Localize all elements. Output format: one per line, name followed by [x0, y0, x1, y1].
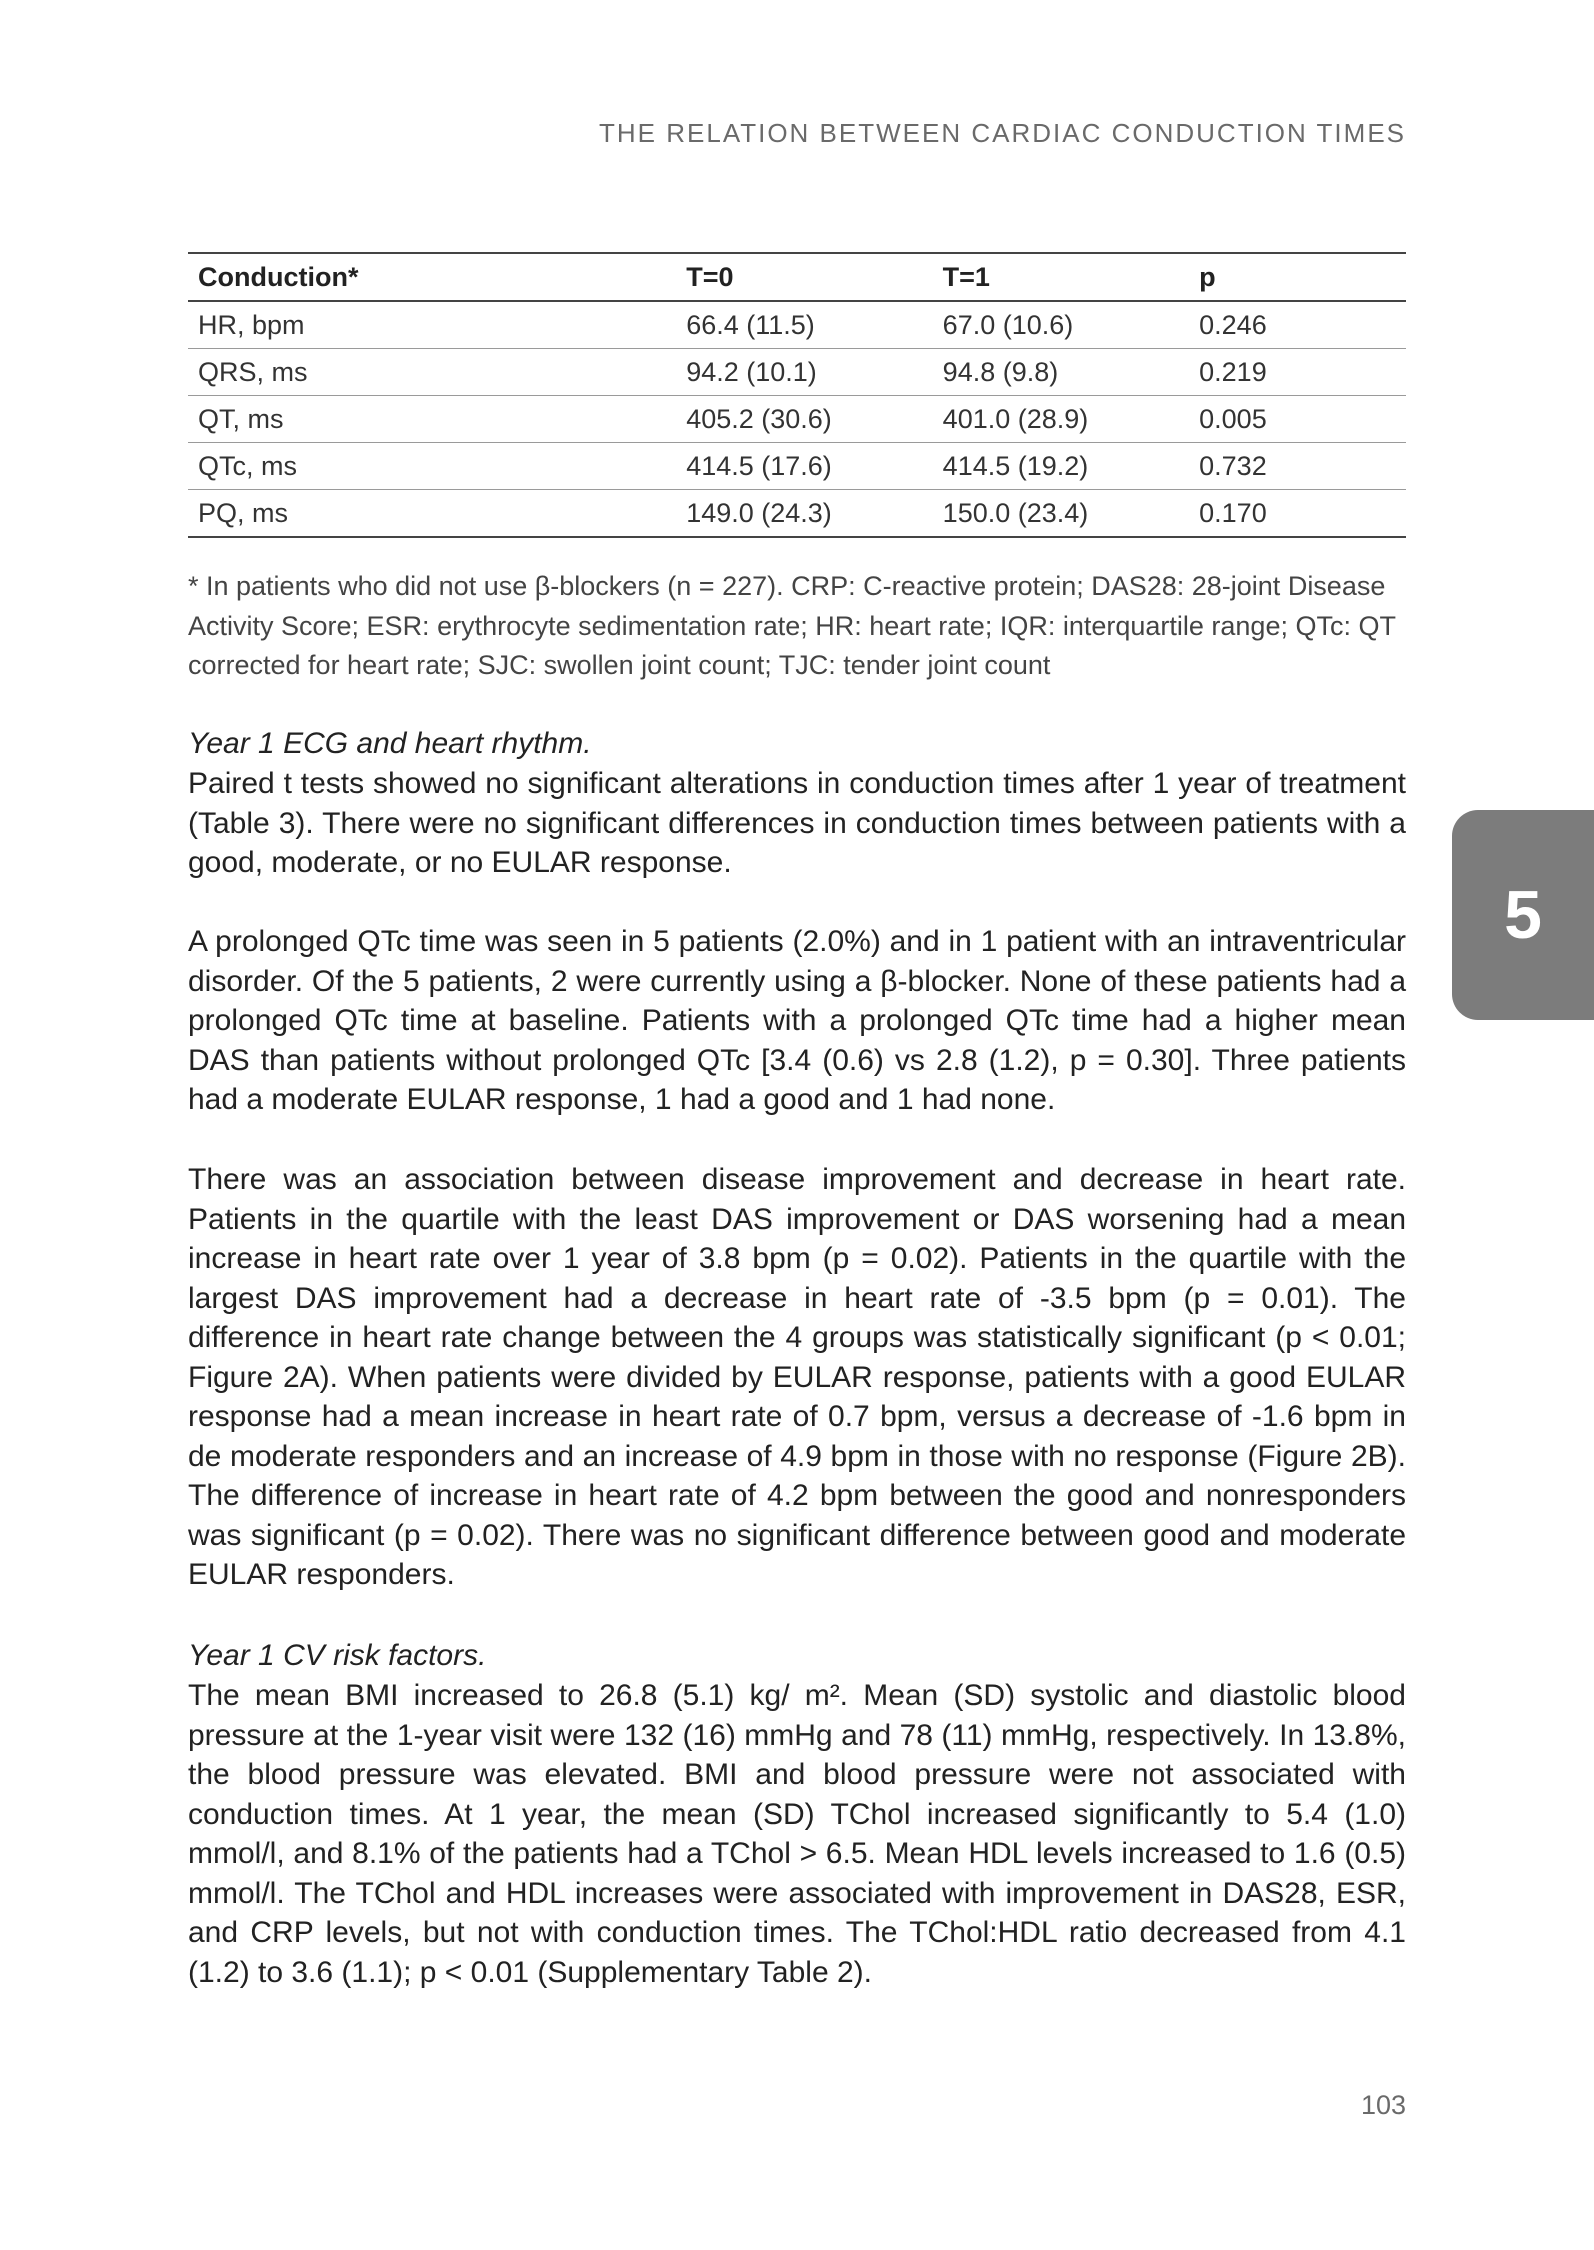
section-heading-ecg: Year 1 ECG and heart rhythm. — [188, 727, 592, 760]
table-cell: 401.0 (28.9) — [942, 403, 1089, 434]
table-cell: QTc, ms — [198, 450, 297, 481]
table-cell: PQ, ms — [198, 497, 289, 528]
table-row — [188, 443, 1406, 490]
table-row — [188, 396, 1406, 443]
table-cell: HR, bpm — [198, 309, 305, 340]
table-cell: 94.8 (9.8) — [942, 356, 1059, 387]
table-cell: 67.0 (10.6) — [942, 309, 1074, 340]
table-cell: 150.0 (23.4) — [942, 497, 1089, 528]
paragraph: There was an association between disease improvement and decrease in heart rate. Patients in the quartile with the least DAS improvement or DAS worsening had a mean increase in heart rate over 1 year of 3.8 bpm (p = 0.02). Patients in the quartile with the largest DAS improvement had a decrease in heart rate of -3.5 bpm (p = 0.01). The difference in heart rate change between the 4 groups was statistically significant (p < 0.01; Figure 2A). When patients were divided by EULAR response, patients with a good EULAR response had a mean increase in heart rate of 0.7 bpm, versus a decrease of -1.6 bpm in de moderate responders and an increase of 4.9 bpm in those with no response (Figure 2B). The difference of increase in heart rate of 4.2 bpm between the good and nonresponders was significant (p = 0.02). There was no significant difference between good and moderate EULAR responders. — [188, 1163, 1406, 1591]
table-row — [188, 349, 1406, 396]
table-cell: 0.219 — [1199, 356, 1267, 387]
page-number: 103 — [1360, 2090, 1406, 2120]
table-cell: QT, ms — [198, 403, 284, 434]
column-header: p — [1199, 261, 1216, 292]
conduction-table — [188, 252, 1406, 538]
column-header: Conduction* — [198, 261, 359, 292]
table-cell: 149.0 (24.3) — [686, 497, 832, 528]
table-footnote: * In patients who did not use β-blockers (n = 227). CRP: C-reactive protein; DAS28: 28-joint Disease Activity Score; ESR: erythrocyte sedimentation rate; HR: heart rate; IQR: interquartile range; QTc: QT corrected for heart rate; SJC: swollen joint count; TJC: tender joint count — [188, 571, 1396, 680]
running-head: THE RELATION BETWEEN CARDIAC CONDUCTION TIMES — [599, 118, 1406, 148]
table-cell: 66.4 (11.5) — [686, 309, 815, 340]
table-cell: QRS, ms — [198, 356, 308, 387]
column-header: T=1 — [942, 261, 990, 292]
table-cell: 405.2 (30.6) — [686, 403, 832, 434]
table-cell: 414.5 (17.6) — [686, 450, 832, 481]
table-header-row — [188, 253, 1406, 301]
table-cell: 0.246 — [1199, 309, 1267, 340]
table-cell: 0.732 — [1199, 450, 1267, 481]
table-row — [188, 301, 1406, 349]
paragraph: Paired t tests showed no significant alterations in conduction times after 1 year of treatment (Table 3). There were no significant differences in conduction times between patients with a good, moderate, or no EULAR response. — [188, 767, 1406, 879]
paragraph: A prolonged QTc time was seen in 5 patients (2.0%) and in 1 patient with an intraventricular disorder. Of the 5 patients, 2 were currently using a β-blocker. None of these patients had a prolonged QTc time at baseline. Patients with a prolonged QTc time had a higher mean DAS than patients without prolonged QTc [3.4 (0.6) vs 2.8 (1.2), p = 0.30]. Three patients had a moderate EULAR response, 1 had a good and 1 had none. — [188, 925, 1406, 1116]
chapter-number: 5 — [1504, 877, 1542, 953]
table-cell: 94.2 (10.1) — [686, 356, 817, 387]
column-header: T=0 — [686, 261, 734, 292]
chapter-tab — [1452, 810, 1594, 1020]
section-heading-cv-risk: Year 1 CV risk factors. — [188, 1639, 487, 1672]
table-cell: 414.5 (19.2) — [942, 450, 1089, 481]
table-row — [188, 490, 1406, 538]
table-cell: 0.170 — [1199, 497, 1267, 528]
paragraph: The mean BMI increased to 26.8 (5.1) kg/ m². Mean (SD) systolic and diastolic blood pressure at the 1-year visit were 132 (16) mmHg and 78 (11) mmHg, respectively. In 13.8%, the blood pressure was elevated. BMI and blood pressure were not associated with conduction times. At 1 year, the mean (SD) TChol increased significantly to 5.4 (1.0) mmol/l, and 8.1% of the patients had a TChol > 6.5. Mean HDL levels increased to 1.6 (0.5) mmol/l. The TChol and HDL increases were associated with improvement in DAS28, ESR, and CRP levels, but not with conduction times. The TChol:HDL ratio decreased from 4.1 (1.2) to 3.6 (1.1); p < 0.01 (Supplementary Table 2). — [188, 1679, 1406, 1989]
table-cell: 0.005 — [1199, 403, 1267, 434]
